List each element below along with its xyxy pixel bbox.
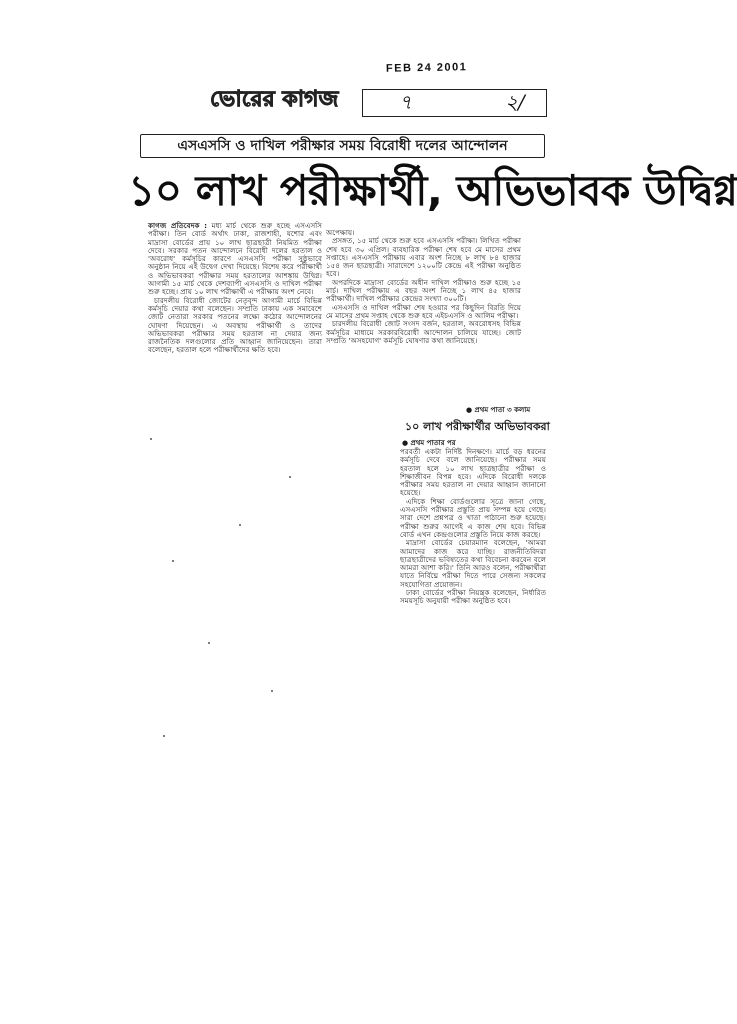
continuation-column [400, 448, 546, 780]
scan-speck [172, 560, 174, 562]
article-kicker: এসএসসি ও দাখিল পরীক্ষার সময় বিরোধী দলের আন্দোলন [140, 134, 545, 158]
article-paragraph: এসএসসি ও দাখিল পরীক্ষা শেষ হওয়ার পর কিছুদিন বিরতি দিয়ে মে মাসের প্রথম সপ্তাহ থেকে শুরু হবে এইচএসসি ও আলিম পরীক্ষা। [326, 302, 521, 320]
article-paragraph: এদিকে শিক্ষা বোর্ডগুলোর সূত্রে জানা গেছে, এসএসসি পরীক্ষার প্রস্তুতি প্রায় সম্পন্ন হয়ে গেছে। সারা দেশে প্রশ্নপত্র ও খাতা পাঠানো শুরু হয়েছে। পরীক্ষা শুরুর আগেই এ কাজ শেষ হবে। বিভিন্ন বোর্ড এখন কেন্দ্রগুলোর প্রস্তুতি নিয়ে কাজ করছে। [400, 496, 546, 539]
article-paragraph: অপরদিকে মাদ্রাসা বোর্ডের অধীন দাখিল পরীক্ষাও শুরু হচ্ছে ১৫ মার্চ। দাখিল পরীক্ষায় এ বছর অংশ নিচ্ছে ১ লাখ ৪৫ হাজার পরীক্ষার্থী। দাখিল পরীক্ষার কেন্দ্রের সংখ্যা ৩০০টি। [326, 277, 521, 304]
paragraph-text: মধ্য মার্চ থেকে শুরু হচ্ছে এসএসসি পরীক্ষা। তিন বোর্ড অর্থাৎ ঢাকা, রাজশাহী, যশোর এবং মাদ্রাসা বোর্ডের প্রায় ১০ লাখ ছাত্রছাত্রী নিয়মিত পরীক্ষা দেবে। সরকার পতন আন্দোলনে বিরোধী দলের হরতাল ও 'অবরোধ' কর্মসূচির কারণে এসএসসি পরীক্ষা সুষ্ঠুভাবে অনুষ্ঠান নিয়ে এই উদ্বেগ দেখা দিয়েছে। বিশেষ করে পরীক্ষার্থী ও অভিভাবকরা পরীক্ষার সময় হরতালের আশঙ্কায় উদ্বিগ্ন। আগামী ১৫ মার্চ থেকে দেশব্যাপী এসএসসি ও দাখিল পরীক্ষা শুরু হচ্ছে। প্রায় ১০ লাখ পরীক্ষার্থী এ পরীক্ষায় অংশ নেবে। [148, 221, 322, 297]
article-column-2 [326, 229, 521, 404]
date-stamp: FEB 24 2001 [385, 61, 468, 75]
scan-speck [289, 476, 291, 478]
scan-speck [208, 642, 210, 644]
scan-speck [150, 438, 152, 440]
scan-speck [271, 690, 273, 692]
article-paragraph: ঢাকা বোর্ডের পরীক্ষা নিয়ন্ত্রক বলেছেন, নির্ধারিত সময়সূচি অনুযায়ী পরীক্ষা অনুষ্ঠিত হবে। [400, 588, 546, 606]
article-headline: ১০ লাখ পরীক্ষার্থী, অভিভাবক উদ্বিগ্ন [128, 166, 737, 215]
scan-speck [163, 735, 165, 737]
newspaper-masthead: ভোরের কাগজ [210, 87, 339, 112]
handwritten-page-mark: ৭ [399, 90, 413, 114]
article-column-1 [148, 222, 322, 404]
continued-marker: ● প্রথম পাতা ৩ কলাম [466, 406, 531, 414]
page-date-box [362, 89, 547, 117]
article-paragraph: পরবর্তী একটা নির্দিষ্ট দিনক্ষণে। মার্চে বড় ধরনের কর্মসূচি দেবে বলে জানিয়েছে। পরীক্ষার সময় হরতাল হলে ১০ লাখ ছাত্রছাত্রীর পরীক্ষা ও শিক্ষাজীবন বিপন্ন হবে। এদিকে বিরোধী দলকে পরীক্ষার সময় হরতাল না দেয়ার আহ্বান জানানো হয়েছে। [400, 447, 546, 498]
continuation-heading: ১০ লাখ পরীক্ষার্থীর অভিভাবকরা [405, 420, 550, 433]
article-paragraph: চারদলীয় বিরোধী জোটের নেতৃবৃন্দ আগামী মার্চে বিভিন্ন কর্মসূচি দেয়ার কথা বলেছেন। সম্প্রতি ঢাকায় এক সমাবেশে জোট নেতারা সরকার পতনের লক্ষ্যে কঠোর আন্দোলনের ঘোষণা দিয়েছেন। এ অবস্থায় পরীক্ষার্থী ও তাদের অভিভাবকরা পরীক্ষার সময় হরতাল না দেয়ার জন্য রাজনৈতিক দলগুলোর প্রতি আহ্বান জানিয়েছেন। তারা বলেছেন, হরতাল হলে পরীক্ষার্থীদের ক্ষতি হবে। [148, 295, 322, 355]
article-paragraph: চারদলীয় বিরোধী জোট সংসদ বর্জন, হরতাল, অবরোধসহ বিভিন্ন কর্মসূচির মাধ্যমে সরকারবিরোধী আন্দোলন চালিয়ে যাচ্ছে। জোট সম্প্রতি 'অসহযোগ' কর্মসূচি ঘোষণার কথা জানিয়েছে। [326, 319, 521, 345]
article-paragraph: প্রসঙ্গত, ১৫ মার্চ থেকে শুরু হবে এসএসসি পরীক্ষা। লিখিত পরীক্ষা শেষ হবে ৩০ এপ্রিল। ব্যবহারিক পরীক্ষা শেষ হবে মে মাসের প্রথম সপ্তাহে। এসএসসি পরীক্ষায় এবার অংশ নিচ্ছে ৮ লাখ ৮৪ হাজার ১৫৪ জন ছাত্রছাত্রী। সারাদেশে ১২০০টি কেন্দ্রে এই পরীক্ষা অনুষ্ঠিত হবে। [326, 236, 521, 279]
article-paragraph: অপেক্ষায়। [326, 228, 355, 237]
article-paragraph [148, 222, 322, 297]
byline: কাগজ প্রতিবেদক : [148, 221, 208, 230]
scan-speck [239, 524, 241, 526]
handwritten-date-mark: ২/ [505, 90, 525, 114]
continued-from-marker: ● প্রথম পাতার পর [402, 439, 456, 447]
article-paragraph: মাদ্রাসা বোর্ডের চেয়ারম্যান বলেছেন, 'আমরা আমাদের কাজ করে যাচ্ছি। রাজনীতিবিদরা ছাত্রছাত্রীদের ভবিষ্যতের কথা বিবেচনা করবেন বলে আমরা আশা করি।' তিনি আরও বলেন, পরীক্ষার্থীরা যাতে নির্বিঘ্নে পরীক্ষা দিতে পারে সেজন্য সকলের সহযোগিতা প্রয়োজন। [400, 538, 546, 589]
